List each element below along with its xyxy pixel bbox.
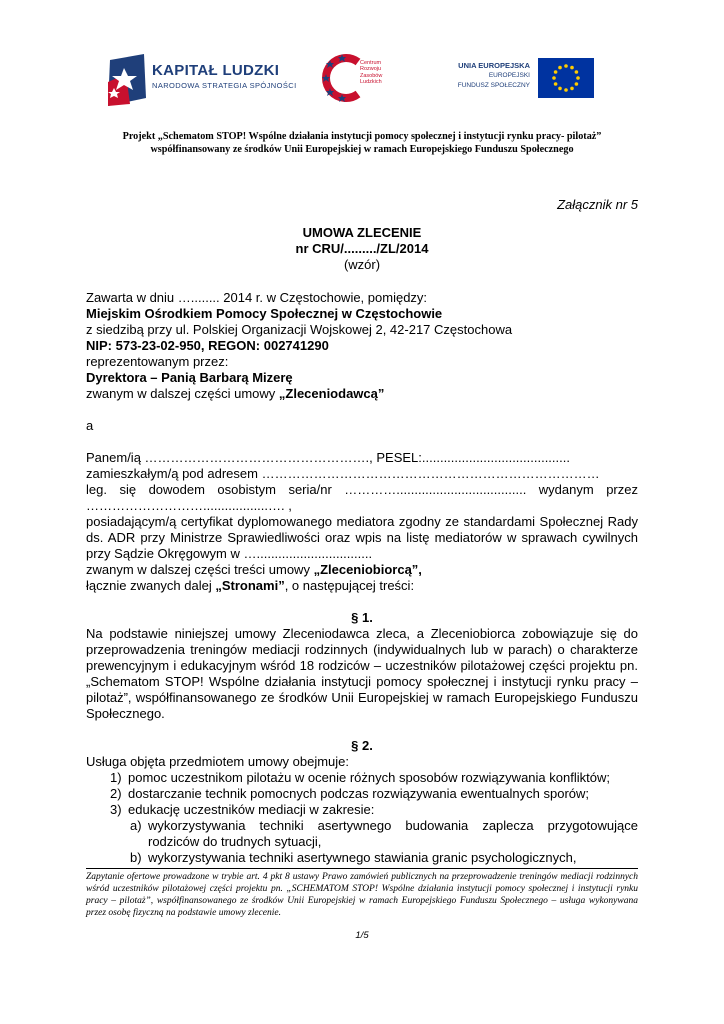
section-1-heading: § 1. <box>351 610 373 625</box>
org-name: Miejskim Ośrodkiem Pomocy Społecznej w Częstochowie <box>86 306 443 321</box>
kapital-ludzki-subtitle: NARODOWA STRATEGIA SPÓJNOŚCI <box>152 81 297 90</box>
org-address: z siedzibą przy ul. Polskiej Organizacji Wojskowej 2, 42-217 Częstochowa <box>86 322 513 337</box>
and-word: a <box>86 418 94 433</box>
project-line-1: Projekt „Schematom STOP! Wspólne działania instytucji pomocy społecznej i instytucji rynku pracy- pilotaż” <box>122 131 602 142</box>
list-item: 3) edukację uczestników mediacji w zakresie: <box>110 802 375 817</box>
party-line-1: Panem/ią ……………………………………………., PESEL:......................................... <box>86 450 570 465</box>
title-line-2: nr CRU/........./ZL/2014 <box>295 241 429 256</box>
section-2-heading: § 2. <box>351 738 373 753</box>
party-line-4: ………………………..................…. , <box>86 498 292 513</box>
party-line-5: posiadającym/ą certyfikat dyplomowanego mediatora zgodny ze standardami Społecznej Rady ds. ADR przy Ministrze Sprawiedliwości oraz wpis na listę mediatorów w sprawach cywilnych przy Sądzie Okręgowym w …................................ <box>86 514 638 561</box>
footer-divider <box>86 868 638 869</box>
project-header <box>60 130 664 156</box>
annex-label: Załącznik nr 5 <box>557 197 638 212</box>
director-name: Dyrektora – Panią Barbarą Mizerę <box>86 370 293 385</box>
eu-logo <box>440 58 600 102</box>
rep-label: reprezentowanym przez: <box>86 354 229 369</box>
kapital-ludzki-title: KAPITAŁ LUDZKI <box>152 62 280 79</box>
kapital-ludzki-logo <box>104 52 297 108</box>
called-line: zwanym w dalszej części umowy „Zleceniodawcą” <box>86 386 385 401</box>
eu-label: UNIA EUROPEJSKA <box>458 61 530 70</box>
intro-line: Zawarta w dniu …........ 2014 r. w Częstochowie, pomiędzy: <box>86 290 428 305</box>
crzl-emblem-icon <box>322 50 362 106</box>
section-2-sublist <box>130 818 638 866</box>
party-line-2: zamieszkałym/ą pod adresem …………………………………………………………………… <box>86 466 600 481</box>
document-body <box>86 290 638 866</box>
section-2-list <box>110 770 638 818</box>
list-item: 2) dostarczanie technik pomocnych podczas rozwiązywania ewentualnych sporów; <box>110 786 590 801</box>
title-line-3: (wzór) <box>343 257 381 272</box>
list-item: b) wykorzystywania techniki asertywnego stawiania granic psychologicznych, <box>130 850 577 865</box>
footer-note: Zapytanie ofertowe prowadzone w trybie art. 4 pkt 8 ustawy Prawo zamówień publicznych na przeprowadzenie treningów mediacji rodzinnych wśród uczestników pilotażowej części projektu pn. „SCHEMATOM STOP! Wspólne działania instytucji pomocy społecznej i instytucji rynku pracy – pilotaż”, współfinansowanego ze środków Unii Europejskiej w ramach Europejskiego Funduszu Społecznego – usługa wykonywana przez osobę fizyczną na podstawie umowy zlecenie. <box>86 872 638 918</box>
list-item: a) wykorzystywania techniki asertywnego budowania zaplecza przygotowujące rodziców do trudnych sytuacji, <box>130 818 638 849</box>
party-line-3: leg. się dowodem osobistym seria/nr ………….................................... wydanym przez <box>86 482 638 497</box>
list-item: 1) pomoc uczestnikom pilotażu w ocenie różnych sposobów rozwiązywania konfliktów; <box>110 770 610 785</box>
crzl-text: Centrum Rozwoju Zasobów Ludzkich <box>360 60 383 86</box>
project-line-2: współfinansowany ze środków Unii Europejskiej w ramach Europejskiego Funduszu Społecznego <box>150 144 574 155</box>
document-title <box>86 225 638 273</box>
esf-label-2: FUNDUSZ SPOŁECZNY <box>457 82 530 89</box>
party-line-6: zwanym w dalszej części treści umowy „Zleceniobiorcą”, <box>86 562 422 577</box>
kapital-ludzki-emblem-icon <box>104 52 150 108</box>
section-2-intro: Usługa objęta przedmiotem umowy obejmuje: <box>86 754 350 769</box>
section-1-text: Na podstawie niniejszej umowy Zleceniodawca zleca, a Zleceniobiorca zobowiązuje się do przeprowadzenia treningów mediacji rodzinnych (indywidualnych lub w parach) o charakterze prewencyjnym i edukacyjnym wśród 18 rodziców – uczestników pilotażowej części projektu pn. „Schematom STOP! Wspólne działania instytucji pomocy społecznej i instytucji rynku pracy – pilotaż”, współfinansowanego ze środków Unii Europejskiej w ramach Europejskiego Funduszu Społecznego. <box>86 626 638 721</box>
party-line-7: łącznie zwanych dalej „Stronami”, o następującej treści: <box>86 578 415 593</box>
eu-flag-icon <box>538 58 594 98</box>
esf-label-1: EUROPEJSKI <box>488 72 530 79</box>
page-number: 1/5 <box>355 930 369 941</box>
title-line-1: UMOWA ZLECENIE <box>302 225 422 240</box>
org-nip: NIP: 573-23-02-950, REGON: 002741290 <box>86 338 329 353</box>
crzl-logo <box>322 50 412 106</box>
